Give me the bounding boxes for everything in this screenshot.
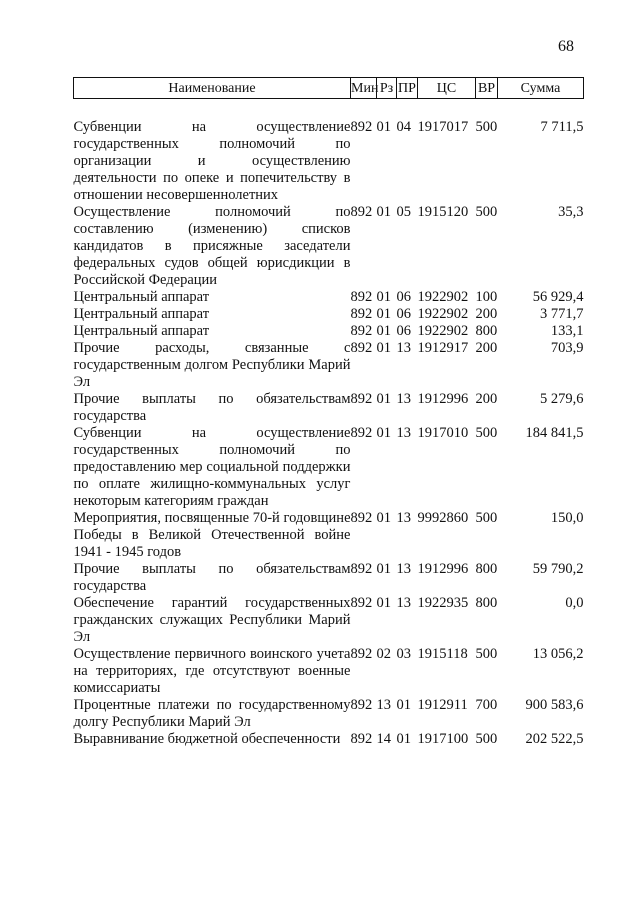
row-cs: 1917010 — [417, 425, 469, 441]
row-rz: 01 — [376, 391, 391, 407]
budget-table — [73, 77, 584, 748]
row-name: Центральный аппарат — [73, 289, 210, 305]
row-cs: 1922902 — [417, 289, 469, 305]
table-row — [74, 595, 584, 646]
row-vr: 200 — [475, 391, 498, 407]
table-row — [74, 204, 584, 289]
row-vr: 500 — [475, 425, 498, 441]
row-cs: 1922935 — [417, 595, 469, 611]
row-rz: 01 — [376, 204, 391, 220]
row-min: 892 — [350, 561, 373, 577]
row-name: Осуществление полномочий по составлению (изменению) списков кандидатов в присяжные заседатели федеральных судов общей юрисдикции в Российской Федерации — [73, 204, 351, 288]
header-spacer — [74, 99, 584, 120]
row-vr: 700 — [475, 697, 498, 713]
row-vr: 500 — [475, 510, 498, 526]
header-min: Мин — [351, 78, 377, 99]
row-min: 892 — [350, 204, 373, 220]
row-cs: 1922902 — [417, 306, 469, 322]
row-rz: 14 — [376, 731, 391, 747]
row-min: 892 — [350, 595, 373, 611]
table-row — [74, 323, 584, 340]
row-sum: 56 929,4 — [532, 289, 584, 305]
row-cs: 1912996 — [417, 561, 469, 577]
row-min: 892 — [350, 731, 373, 747]
row-pr: 01 — [396, 697, 411, 713]
row-pr: 01 — [396, 731, 411, 747]
table-row — [74, 646, 584, 697]
row-name: Мероприятия, посвященные 70-й годовщине Победы в Великой Отечественной войне 1941 - 1945 годов — [73, 510, 351, 560]
header-vr: ВР — [476, 78, 498, 99]
header-pr: ПР — [397, 78, 418, 99]
row-pr: 13 — [396, 510, 411, 526]
table-row — [74, 340, 584, 391]
row-pr: 06 — [396, 306, 411, 322]
row-vr: 200 — [475, 306, 498, 322]
row-name: Прочие выплаты по обязательствам государства — [73, 391, 351, 424]
row-name: Прочие выплаты по обязательствам государства — [73, 561, 351, 594]
row-cs: 1917100 — [417, 731, 469, 747]
row-min: 892 — [350, 340, 373, 356]
row-min: 892 — [350, 697, 373, 713]
table-row — [74, 306, 584, 323]
page-number: 68 — [558, 38, 574, 55]
row-name: Субвенции на осуществление государственных полномочий по организации и осуществлению деятельности по опеке и попечительству в отношении несовершеннолетних — [73, 119, 351, 203]
row-rz: 01 — [376, 510, 391, 526]
row-name: Осуществление первичного воинского учета на территориях, где отсутствуют военные комиссариаты — [73, 646, 351, 696]
row-name: Обеспечение гарантий государственных гражданских служащих Республики Марий Эл — [73, 595, 351, 645]
row-min: 892 — [350, 119, 373, 135]
row-min: 892 — [350, 306, 373, 322]
row-sum: 5 279,6 — [540, 391, 584, 407]
row-vr: 500 — [475, 204, 498, 220]
row-rz: 01 — [376, 119, 391, 135]
row-sum: 150,0 — [550, 510, 584, 526]
table-row — [74, 510, 584, 561]
row-rz: 13 — [376, 697, 391, 713]
row-sum: 7 711,5 — [540, 119, 584, 135]
row-name: Выравнивание бюджетной обеспеченности — [73, 731, 341, 747]
row-rz: 01 — [376, 306, 391, 322]
row-sum: 202 522,5 — [525, 731, 584, 747]
table-row — [74, 289, 584, 306]
row-pr: 04 — [396, 119, 411, 135]
row-sum: 184 841,5 — [525, 425, 584, 441]
row-pr: 03 — [396, 646, 411, 662]
row-pr: 13 — [396, 340, 411, 356]
table-row — [74, 391, 584, 425]
header-rz: Рз — [377, 78, 397, 99]
row-cs: 1912911 — [417, 697, 468, 713]
row-pr: 06 — [396, 323, 411, 339]
header-sum: Сумма — [498, 78, 584, 99]
row-rz: 01 — [376, 595, 391, 611]
row-pr: 13 — [396, 391, 411, 407]
table-row — [74, 119, 584, 204]
row-sum: 35,3 — [558, 204, 584, 220]
row-cs: 1917017 — [417, 119, 469, 135]
table-body — [74, 99, 584, 749]
row-name: Субвенции на осуществление государственных полномочий по предоставлению мер социальной поддержки по оплате жилищно-коммунальных услуг некоторым категориям граждан — [73, 425, 351, 509]
row-pr: 13 — [396, 595, 411, 611]
row-vr: 500 — [475, 119, 498, 135]
row-min: 892 — [350, 289, 373, 305]
row-min: 892 — [350, 510, 373, 526]
row-cs: 1912917 — [417, 340, 469, 356]
row-rz: 01 — [376, 289, 391, 305]
row-pr: 05 — [396, 204, 411, 220]
row-rz: 02 — [376, 646, 391, 662]
header-cs: ЦС — [418, 78, 476, 99]
row-rz: 01 — [376, 323, 391, 339]
row-sum: 13 056,2 — [532, 646, 584, 662]
row-cs: 1912996 — [417, 391, 469, 407]
table-row — [74, 425, 584, 510]
row-sum: 133,1 — [550, 323, 584, 339]
row-cs: 9992860 — [417, 510, 469, 526]
row-name: Прочие расходы, связанные с государственным долгом Республики Марий Эл — [73, 340, 351, 390]
table-row — [74, 731, 584, 748]
row-name: Центральный аппарат — [73, 323, 210, 339]
row-vr: 800 — [475, 323, 498, 339]
row-rz: 01 — [376, 425, 391, 441]
row-min: 892 — [350, 391, 373, 407]
row-vr: 100 — [475, 289, 498, 305]
row-min: 892 — [350, 646, 373, 662]
row-sum: 0,0 — [565, 595, 584, 611]
row-sum: 703,9 — [550, 340, 584, 356]
row-name: Процентные платежи по государственному долгу Республики Марий Эл — [73, 697, 351, 730]
table-header-row — [74, 78, 584, 99]
row-vr: 500 — [475, 731, 498, 747]
row-min: 892 — [350, 323, 373, 339]
row-pr: 06 — [396, 289, 411, 305]
row-vr: 200 — [475, 340, 498, 356]
row-cs: 1915120 — [417, 204, 469, 220]
row-pr: 13 — [396, 561, 411, 577]
row-sum: 3 771,7 — [540, 306, 584, 322]
row-vr: 500 — [475, 646, 498, 662]
row-sum: 900 583,6 — [525, 697, 584, 713]
table-row — [74, 697, 584, 731]
row-pr: 13 — [396, 425, 411, 441]
row-rz: 01 — [376, 561, 391, 577]
header-name: Наименование — [74, 78, 351, 99]
row-rz: 01 — [376, 340, 391, 356]
row-min: 892 — [350, 425, 373, 441]
row-name: Центральный аппарат — [73, 306, 210, 322]
row-vr: 800 — [475, 595, 498, 611]
table-row — [74, 561, 584, 595]
row-cs: 1922902 — [417, 323, 469, 339]
row-sum: 59 790,2 — [532, 561, 584, 577]
row-vr: 800 — [475, 561, 498, 577]
row-cs: 1915118 — [417, 646, 468, 662]
